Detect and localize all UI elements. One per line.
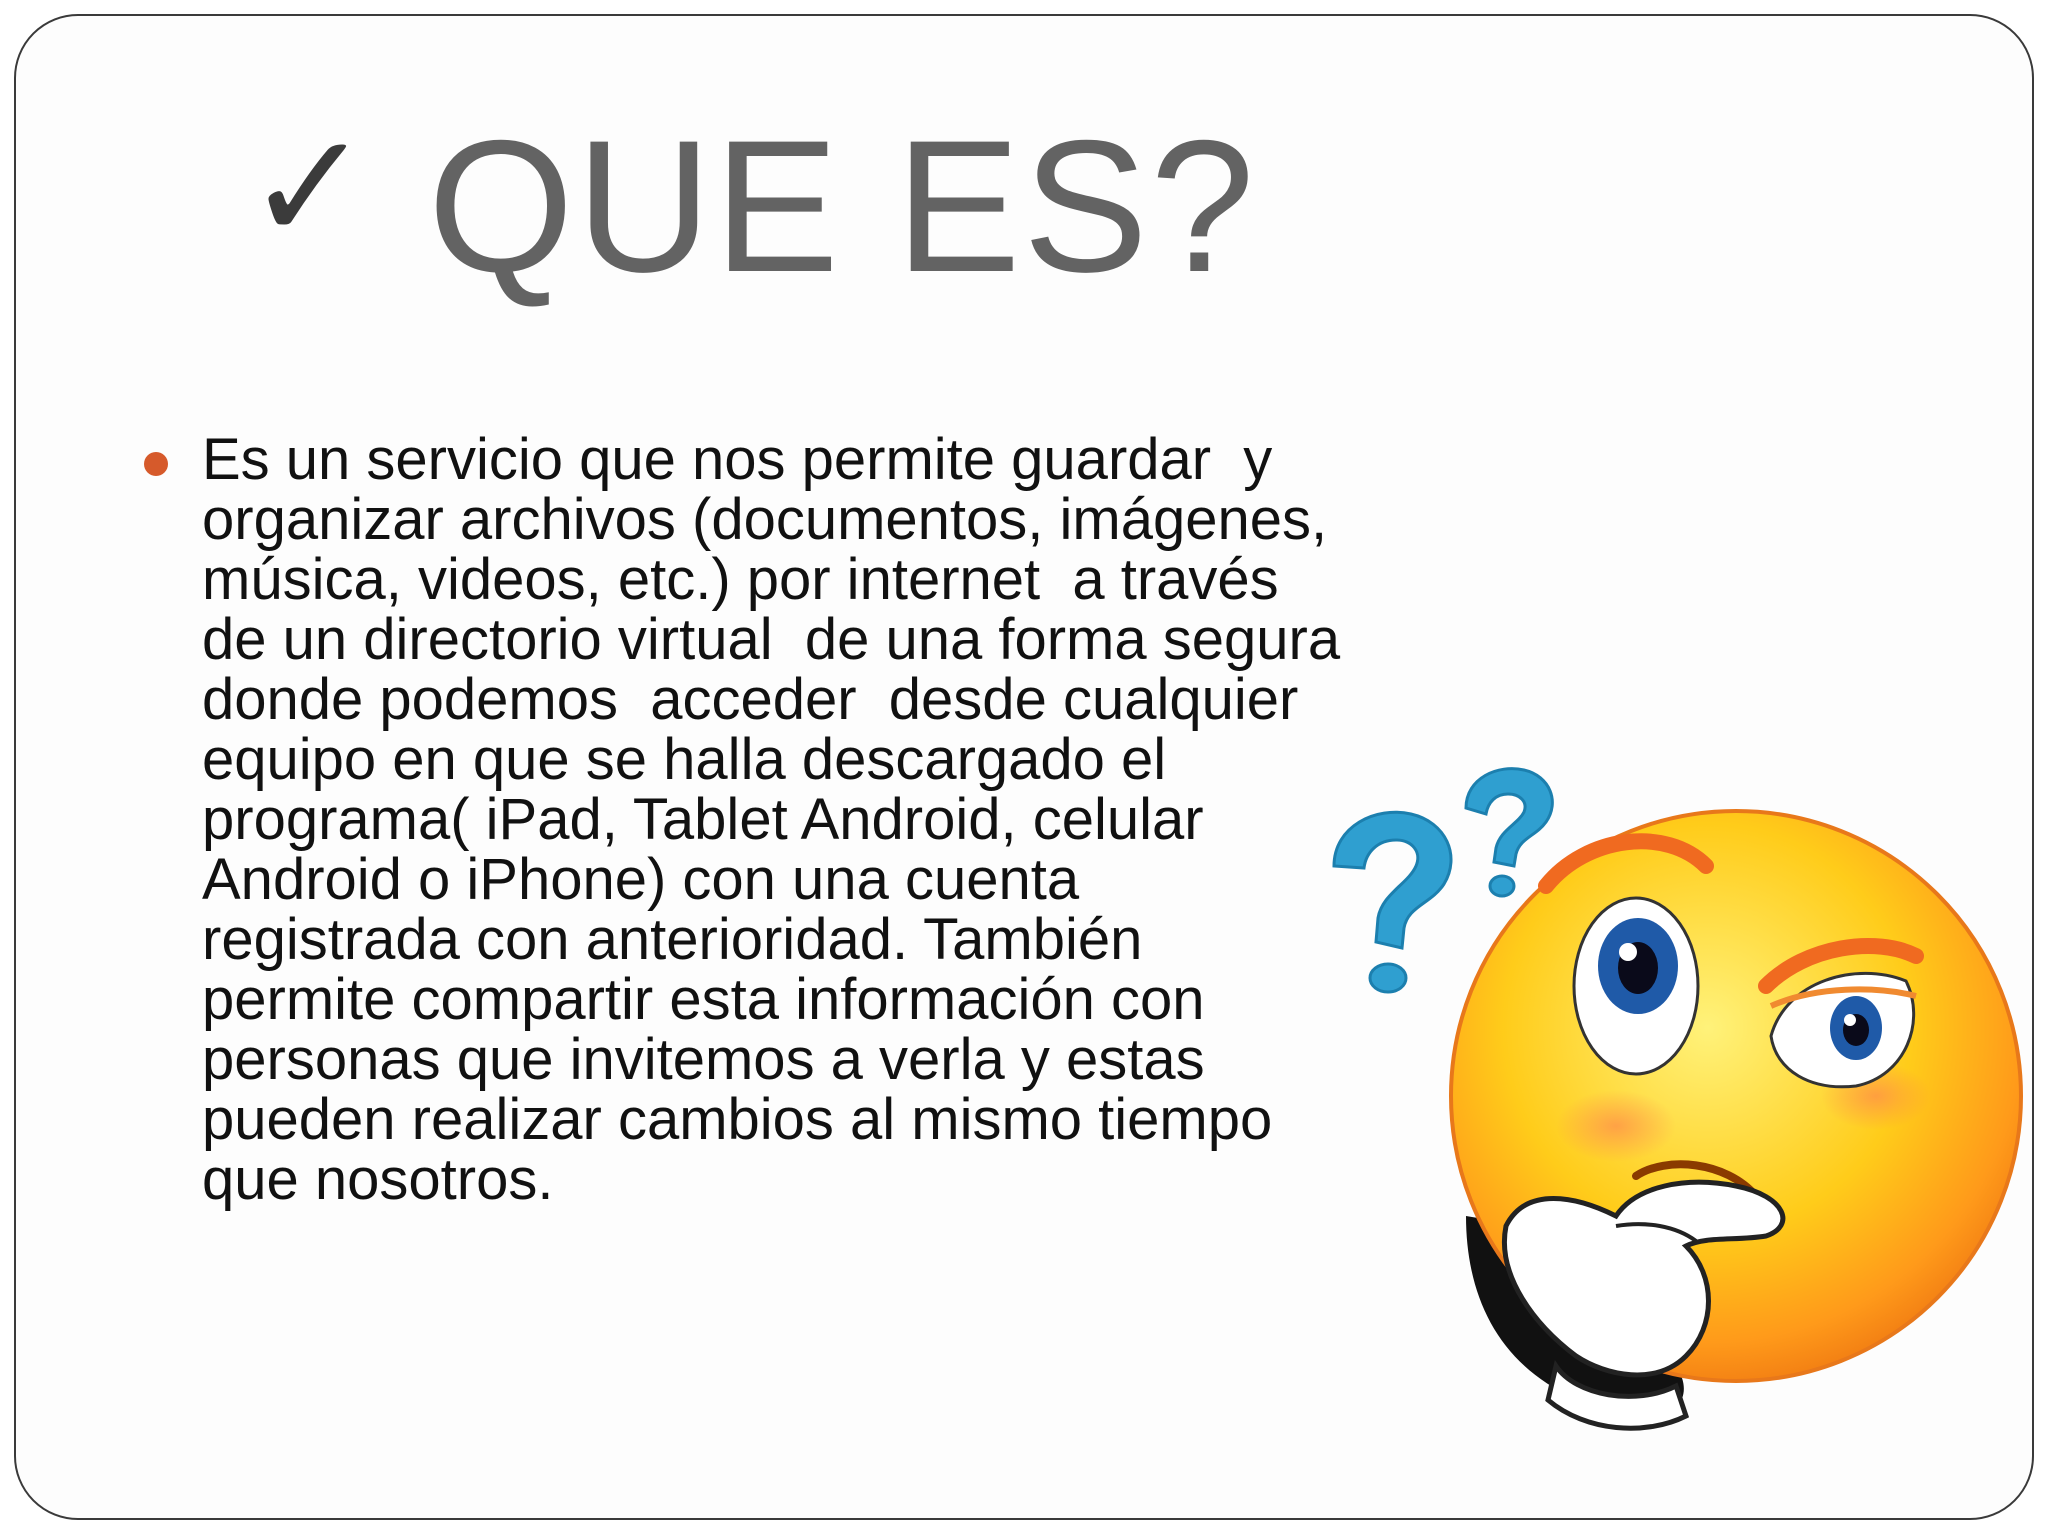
thinking-emoji-icon: [1316, 756, 2034, 1456]
paragraph-line: Android o iPhone) con una cuenta: [202, 847, 1080, 912]
paragraph-line: pueden realizar cambios al mismo tiempo: [202, 1087, 1273, 1152]
paragraph-line: equipo en que se halla descargado el: [202, 727, 1167, 792]
bullet-paragraph: [202, 427, 1452, 1212]
slide-title: [246, 101, 1257, 311]
paragraph-line: permite compartir esta información con: [202, 967, 1205, 1032]
paragraph-line: organizar archivos (documentos, imágenes,: [202, 487, 1328, 552]
bullet-dot-icon: [144, 452, 168, 476]
paragraph-line: personas que invitemos a verla y estas: [202, 1027, 1205, 1092]
checkmark-icon: ✓: [246, 101, 372, 275]
paragraph-line: Es un servicio que nos permite guardar y: [202, 427, 1273, 492]
slide: [14, 14, 2034, 1520]
paragraph-line: de un directorio virtual de una forma segura: [202, 607, 1341, 672]
title-text: QUE ES?: [427, 101, 1257, 311]
paragraph-line: programa( iPad, Tablet Android, celular: [202, 787, 1204, 852]
paragraph-line: música, videos, etc.) por internet a través: [202, 547, 1279, 612]
paragraph-line: registrada con anterioridad. También: [202, 907, 1143, 972]
paragraph-line: que nosotros.: [202, 1147, 554, 1212]
paragraph-line: donde podemos acceder desde cualquier: [202, 667, 1299, 732]
